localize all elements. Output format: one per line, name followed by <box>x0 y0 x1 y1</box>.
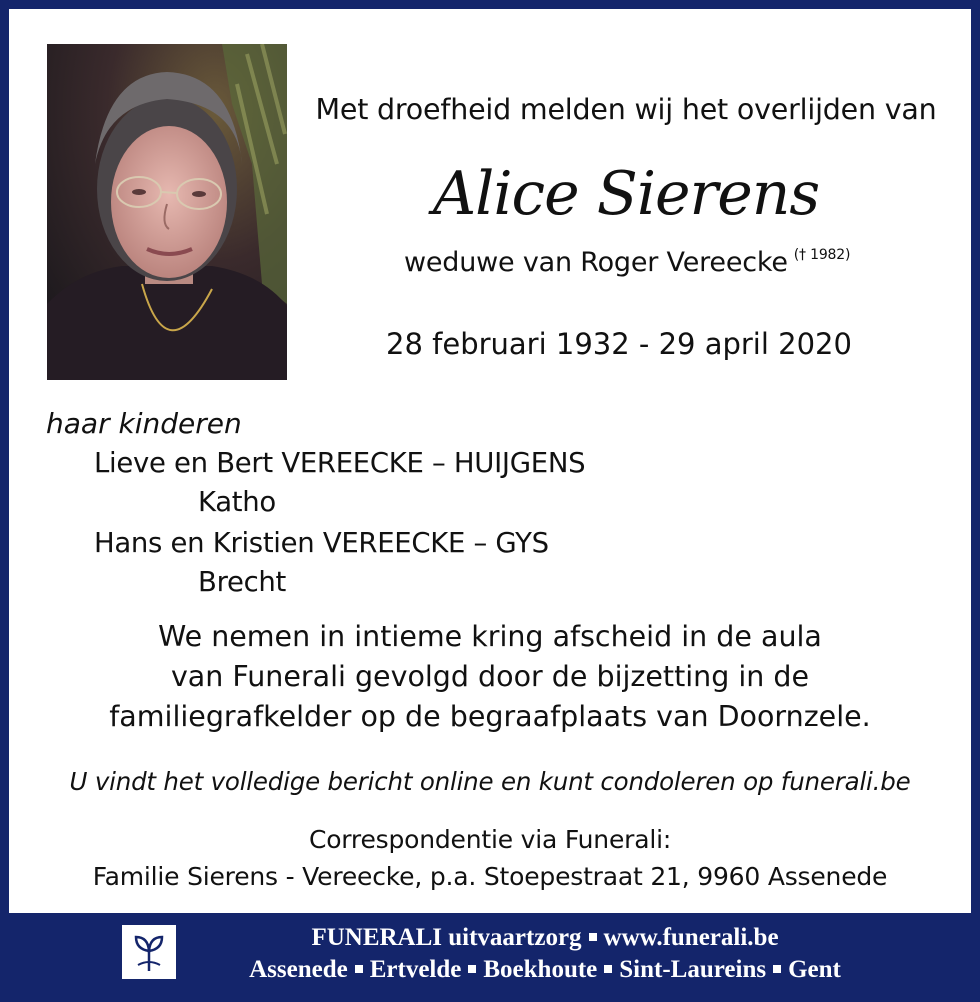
square-bullet-icon <box>468 965 476 973</box>
footer-line-1 <box>190 922 900 954</box>
correspondence-address: Familie Sierens - Vereecke, p.a. Stoepestraat 21, 9960 Assenede <box>92 862 888 891</box>
website-link[interactable]: www.funerali.be <box>603 924 779 951</box>
deceased-name: Alice Sierens <box>432 159 820 229</box>
ceremony-text <box>9 617 971 737</box>
children-label: haar kinderen <box>46 407 242 440</box>
square-bullet-icon <box>355 965 363 973</box>
intro-text: Met droefheid melden wij het overlijden van <box>315 93 937 126</box>
location: Boekhoute <box>483 956 598 983</box>
location: Sint-Laureins <box>619 956 767 983</box>
funerali-logo-icon <box>122 925 176 979</box>
location: Gent <box>788 956 841 983</box>
correspondence-block <box>9 821 971 895</box>
ceremony-line: van Funerali gevolgd door de bijzetting in de <box>170 660 810 693</box>
child-couple-2: Hans en Kristien VEREECKE – GYS <box>94 527 549 559</box>
ceremony-line: familiegrafkelder op de begraafplaats van Doornzele. <box>109 700 871 733</box>
location: Ertvelde <box>369 956 462 983</box>
spouse-text: weduwe van Roger Vereecke <box>404 247 788 278</box>
obituary-card <box>9 9 971 913</box>
square-bullet-icon <box>604 965 612 973</box>
portrait-illustration <box>47 44 287 380</box>
online-condolence-text: U vindt het volledige bericht online en kunt condoleren op funerali.be <box>69 767 911 796</box>
company-name: FUNERALI uitvaartzorg <box>311 924 582 951</box>
square-bullet-icon <box>589 933 597 941</box>
footer-locations <box>190 954 900 986</box>
grandchild-2: Brecht <box>198 566 287 598</box>
spouse-death-year: († 1982) <box>793 247 851 263</box>
location: Assenede <box>249 956 348 983</box>
footer <box>190 922 900 986</box>
square-bullet-icon <box>773 965 781 973</box>
portrait-photo <box>47 44 287 380</box>
ceremony-line: We nemen in intieme kring afscheid in de aula <box>158 620 822 653</box>
spouse-line <box>404 247 850 278</box>
grandchild-1: Katho <box>198 486 276 518</box>
child-couple-1: Lieve en Bert VEREECKE – HUIJGENS <box>94 447 586 479</box>
correspondence-heading: Correspondentie via Funerali: <box>308 825 672 854</box>
life-dates: 28 februari 1932 - 29 april 2020 <box>386 327 852 361</box>
